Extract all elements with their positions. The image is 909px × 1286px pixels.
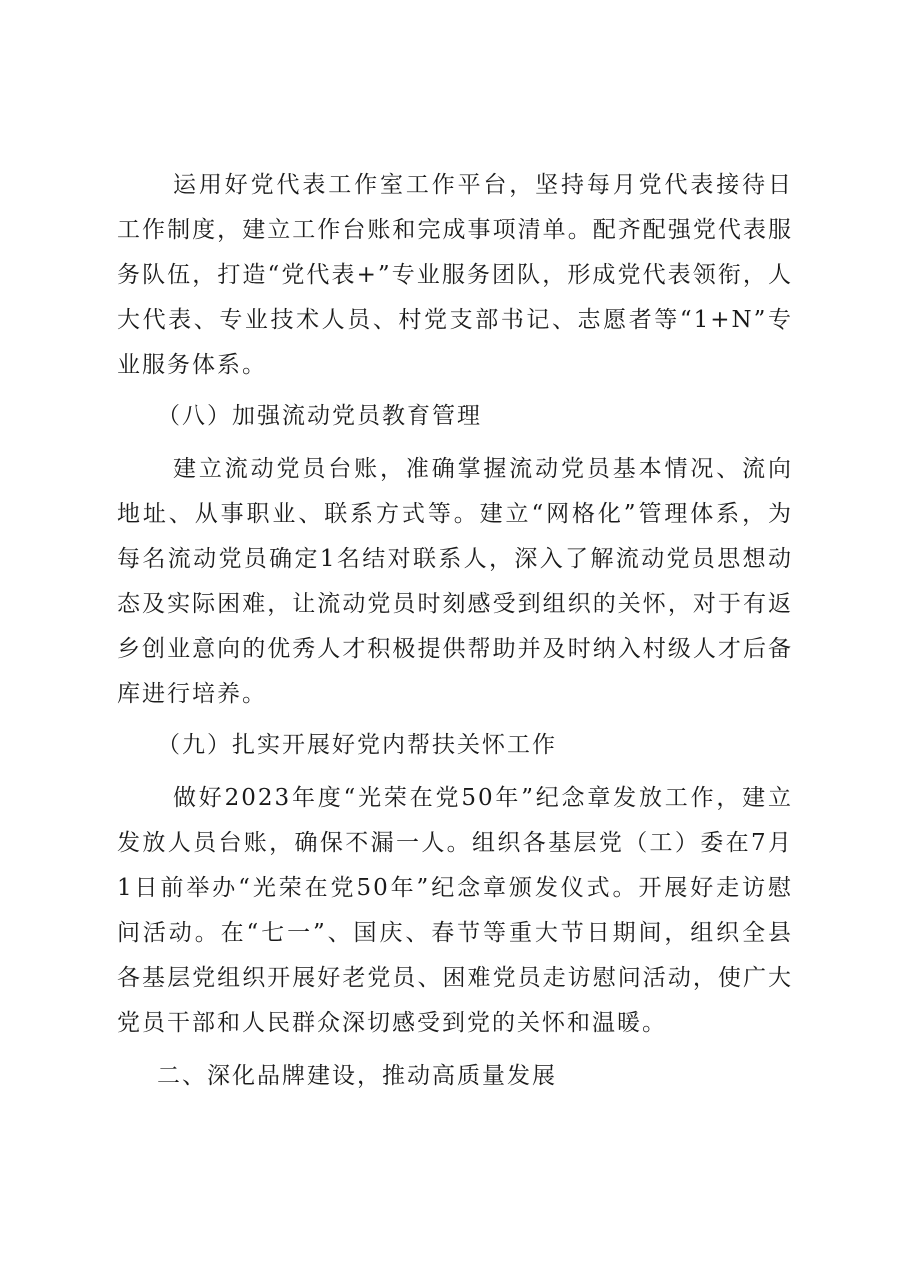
paragraph-party-representative-studio: 运用好党代表工作室工作平台，坚持每月党代表接待日工作制度，建立工作台账和完成事项清单。配齐配强党代表服务队伍，打造“党代表+”专业服务团队，形成党代表领衔，人大代表、专业技术人员、村党支部书记、志愿者等“1+N”专业服务体系。 [117,172,793,378]
paragraph-mobile-members: 建立流动党员台账，准确掌握流动党员基本情况、流向地址、从事职业、联系方式等。建立“网格化”管理体系，为每名流动党员确定1名结对联系人，深入了解流动党员思想动态及实际困难，让流动党员时刻感受到组织的关怀，对于有返乡创业意向的优秀人才积极提供帮助并及时纳入村级人才后备库进行培养。 [117,456,793,707]
paragraph-care-work: 做好2023年度“光荣在党50年”纪念章发放工作，建立发放人员台账，确保不漏一人。组织各基层党（工）委在7月1日前举办“光荣在党50年”纪念章颁发仪式。开展好走访慰问活动。在“七一”、国庆、春节等重大节日期间，组织全县各基层党组织开展好老党员、困难党员走访慰问活动，使广大党员干部和人民群众深切感受到党的关怀和温暖。 [117,785,793,1036]
section-heading-mobile-members: （八）加强流动党员教育管理 [157,403,482,429]
section-heading-care-work: （九）扎实开展好党内帮扶关怀工作 [157,732,557,758]
chapter-heading-brand-building: 二、深化品牌建设，推动高质量发展 [157,1063,557,1089]
document-body [117,163,793,1099]
